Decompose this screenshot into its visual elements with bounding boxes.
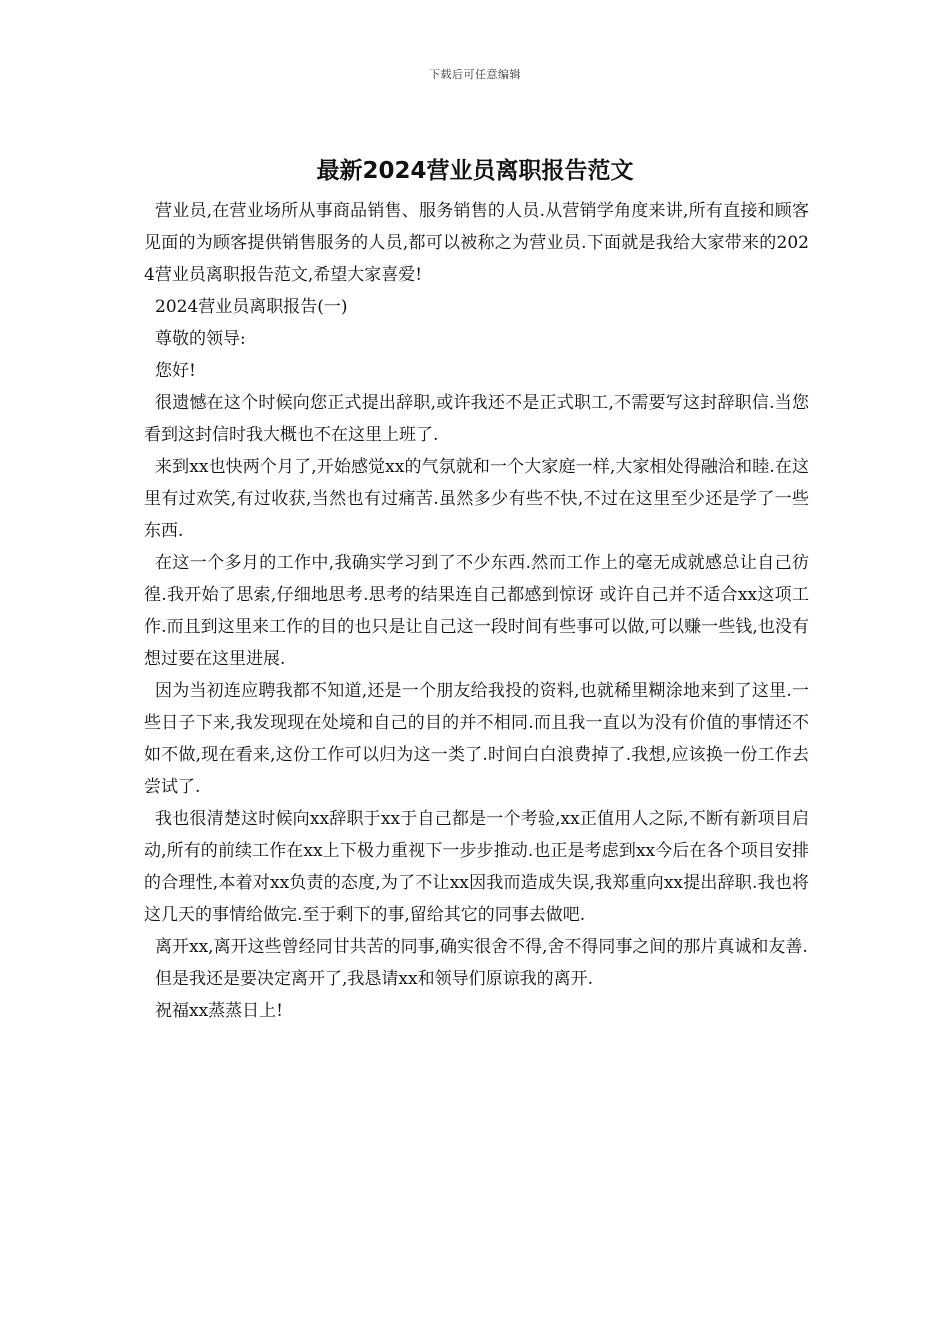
salutation: 尊敬的领导:: [155, 329, 246, 349]
paragraph: 离开xx,离开这些曾经同甘共苦的同事,确实很舍不得,舍不得同事之间的那片真诚和友善.: [155, 937, 808, 957]
paragraph: 很遗憾在这个时候向您正式提出辞职,或许我还不是正式职工,不需要写这封辞职信.当您看到这封信时我大概也不在这里上班了.: [144, 393, 809, 445]
paragraph: 我也很清楚这时候向xx辞职于xx于自己都是一个考验,xx正值用人之际,不断有新项目启动,所有的前续工作在xx上下极力重视下一步步推动.也正是考虑到xx今后在各个项目安排的合理性,本着对xx负责的态度,为了不让xx因我而造成失误,我郑重向xx提出辞职.我也将这几天的事情给做完.至于剩下的事,留给其它的同事去做吧.: [144, 809, 809, 925]
paragraph: 在这一个多月的工作中,我确实学习到了不少东西.然而工作上的毫无成就感总让自己彷徨.我开始了思索,仔细地思考.思考的结果连自己都感到惊讶 或许自己并不适合xx这项工作.而且到这里来工作的目的也只是让自己这一段时间有些事可以做,可以赚一些钱,也没有想过要在这里进展.: [144, 553, 809, 669]
section-heading: 2024营业员离职报告(一): [155, 297, 348, 317]
paragraph: 但是我还是要决定离开了,我恳请xx和领导们原谅我的离开.: [155, 969, 593, 989]
paragraph: 因为当初连应聘我都不知道,还是一个朋友给我投的资料,也就稀里糊涂地来到了这里.一些日子下来,我发现现在处境和自己的目的并不相同.而且我一直以为没有价值的事情还不如不做,现在看来,这份工作可以归为这一类了.时间白白浪费掉了.我想,应该换一份工作去尝试了.: [144, 681, 809, 797]
paragraph: 来到xx也快两个月了,开始感觉xx的气氛就和一个大家庭一样,大家相处得融洽和睦.在这里有过欢笑,有过收获,当然也有过痛苦.虽然多少有些不快,不过在这里至少还是学了一些东西.: [144, 457, 809, 541]
page-header: 下载后可任意编辑: [429, 68, 521, 81]
closing-wish: 祝福xx蒸蒸日上!: [155, 1001, 284, 1021]
document-body: [144, 195, 809, 1027]
paragraph-intro: 营业员,在营业场所从事商品销售、服务销售的人员.从营销学角度来讲,所有直接和顾客见面的为顾客提供销售服务的人员,都可以被称之为营业员.下面就是我给大家带来的2024营业员离职报告范文,希望大家喜爱!: [144, 201, 809, 285]
document-title: 最新2024营业员离职报告范文: [316, 158, 634, 184]
greeting: 您好!: [155, 361, 196, 381]
